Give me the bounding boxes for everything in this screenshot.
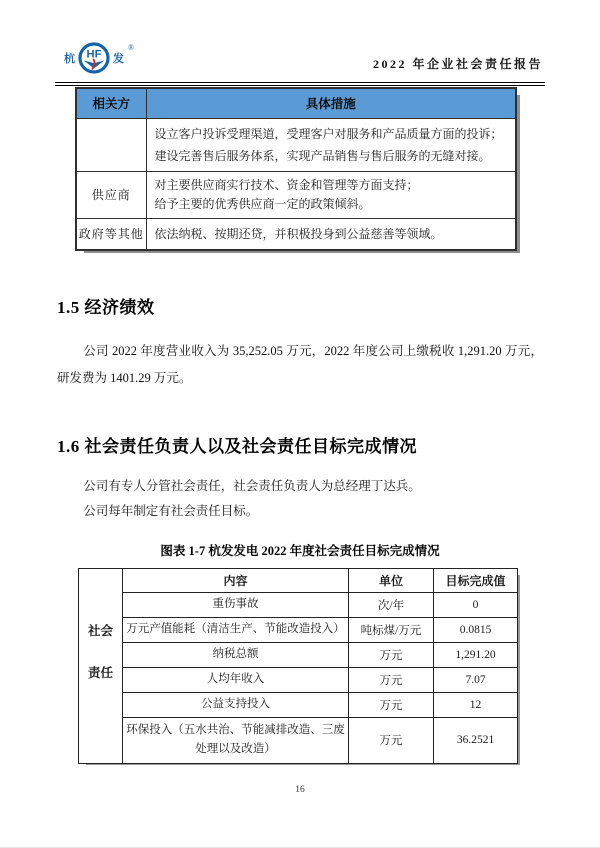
measure-line: 依法纳税、按期还贷，并积极投身到公益慈善等领域。 [154,226,443,241]
stakeholder-measures-table [75,87,517,251]
unit-cell: 吨标煤/万元 [349,617,434,642]
party-cell: 政府等其他 [76,218,146,250]
table-row [76,218,516,250]
content-cell: 重伤事故 [123,592,349,617]
table-header-row [76,88,516,118]
responsibility-paragraph-1: 公司有专人分管社会责任，社会责任负责人为总经理丁达兵。 [83,478,421,493]
goal-table-caption: 图表 1-7 杭发发电 2022 年度社会责任目标完成情况 [160,543,440,558]
table-row [76,118,516,171]
responsibility-paragraph-group [0,474,600,524]
party-cell [76,118,146,171]
measure-line: 对主要供应商实行技术、资金和管理等方面支持； [154,177,419,192]
unit-cell: 万元 [349,717,434,763]
column-header-value: 目标完成值 [434,568,518,592]
report-title: 2022 年企业社会责任报告 [372,57,543,71]
unit-cell: 次/年 [349,592,434,617]
measures-cell [146,118,516,171]
section-heading-economic-performance: 1.5 经济绩效 [57,297,155,317]
company-logo [64,42,133,74]
content-cell: 环保投入（五水共治、节能减排改造、三废处理以及改造） [123,717,349,763]
page-number: 16 [295,785,305,795]
logo-left-character: 杭 [64,53,75,65]
table-row [79,642,518,667]
value-cell: 0.0815 [434,617,518,642]
unit-cell: 万元 [349,642,434,667]
value-cell: 36.2521 [434,717,518,763]
party-cell: 供应商 [76,171,146,218]
table-row [79,667,518,692]
svg-text:HF: HF [86,48,102,61]
value-cell: 0 [434,592,518,617]
table-row [79,717,518,763]
group-label-cell [79,568,123,763]
column-header-content: 内容 [123,568,349,592]
group-label-line: 责任 [87,665,113,680]
content-cell: 纳税总额 [123,642,349,667]
section-heading-responsibility-goals: 1.6 社会责任负责人以及社会责任目标完成情况 [57,436,417,456]
column-header-party: 相关方 [76,88,146,118]
column-header-unit: 单位 [349,568,434,592]
unit-cell: 万元 [349,692,434,717]
group-label-line: 社会 [87,623,113,638]
content-cell: 万元产值能耗（清洁生产、节能改造投入） [123,617,349,642]
measure-line: 设立客户投诉受理渠道，受理客户对服务和产品质量方面的投诉； [154,126,503,141]
table-row [79,617,518,642]
table-header-row [79,568,518,592]
value-cell: 12 [434,692,518,717]
responsibility-paragraph-2: 公司每年制定有社会责任目标。 [83,503,259,518]
table-row [79,592,518,617]
logo-right-character: 发 [113,53,124,65]
column-header-measures: 具体措施 [146,88,516,118]
table-row [76,171,516,218]
measure-line: 建设完善售后服务体系，实现产品销售与售后服务的无缝对接。 [154,148,491,163]
table-row [79,692,518,717]
page-header [64,28,543,78]
economic-performance-paragraph: 公司 2022 年度营业收入为 35,252.05 万元，2022 年度公司上缴税收 1,291.20 万元，研发费为 1401.29 万元。 [57,343,543,385]
registered-trademark-icon: ® [128,42,135,52]
measures-cell [146,218,516,250]
measures-cell [146,171,516,218]
hf-emblem-icon [78,42,110,74]
content-cell: 公益支持投入 [123,692,349,717]
value-cell: 7.07 [434,667,518,692]
content-cell: 人均年收入 [123,667,349,692]
value-cell: 1,291.20 [434,642,518,667]
group-label-stack [82,621,119,711]
measure-line: 给予主要的优秀供应商一定的政策倾斜。 [154,196,371,211]
goal-completion-table [78,568,518,764]
unit-cell: 万元 [349,667,434,692]
header-divider-rule [55,82,545,86]
